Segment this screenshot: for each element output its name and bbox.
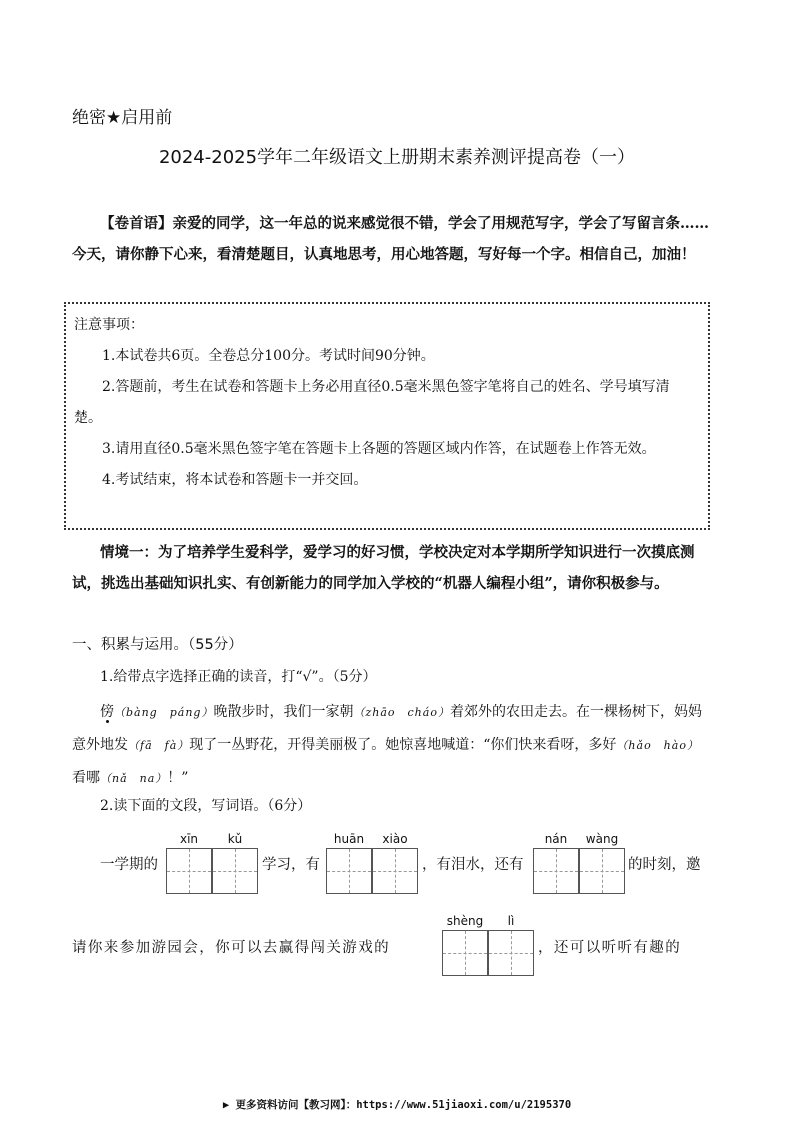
passage-text: 的时刻，邀	[628, 857, 701, 873]
notice-box	[64, 302, 710, 530]
pinyin-option[interactable]: （hǎo hào）	[616, 739, 699, 752]
pinyin-option[interactable]: （zhāo cháo）	[353, 706, 450, 719]
question-1-title: 1.给带点字选择正确的读音，打“√”。（5分）	[100, 669, 377, 685]
writing-grid[interactable]	[326, 848, 372, 894]
writing-grid[interactable]	[533, 848, 579, 894]
pinyin-label: lì	[507, 914, 515, 928]
passage-text: 着郊外的农田走去。在一棵杨树下，妈妈意外地发	[72, 704, 702, 753]
writing-grid[interactable]	[372, 848, 418, 894]
passage-text: 一学期的	[100, 857, 158, 873]
question-1-passage	[72, 696, 712, 795]
dotted-char: 傍	[100, 704, 114, 720]
notice-item: 4.考试结束，将本试卷和答题卡一并交回。	[102, 472, 368, 488]
passage-text: 学习，有	[262, 857, 320, 873]
passage-text: ！”	[167, 770, 189, 786]
notice-title: 注意事项：	[74, 317, 144, 333]
footer-link[interactable]: ▶ 更多资料访问【教习网】：https://www.51jiaoxi.com/u/2195370	[222, 1099, 572, 1111]
notice-item: 1.本试卷共6页。全卷总分100分。考试时间90分钟。	[102, 348, 435, 364]
writing-grid[interactable]	[442, 930, 488, 976]
passage-text: ，还可以听听有趣的	[538, 940, 682, 956]
writing-grid[interactable]	[212, 848, 258, 894]
pinyin-label: xiào	[382, 832, 408, 846]
pinyin-label: huān	[333, 832, 365, 846]
writing-grid[interactable]	[166, 848, 212, 894]
writing-grid[interactable]	[488, 930, 534, 976]
section-heading: 一、积累与运用。（55分）	[72, 637, 243, 653]
confidential-label: 绝密★启用前	[72, 108, 173, 128]
pinyin-label: xīn	[179, 832, 199, 846]
pinyin-option[interactable]: （nǎ na）	[100, 772, 168, 785]
page-title: 2024-2025学年二年级语文上册期末素养测评提高卷（一）	[158, 147, 636, 168]
pinyin-label: nán	[544, 832, 568, 846]
passage-text: 请你来参加游园会，你可以去赢得闯关游戏的	[72, 940, 390, 956]
writing-grid[interactable]	[579, 848, 625, 894]
scenario-text: 情境一：为了培养学生爱科学，爱学习的好习惯，学校决定对本学期所学知识进行一次摸底测试，挑选出基础知识扎实、有创新能力的同学加入学校的“机器人编程小组”，请你积极参与。	[72, 544, 695, 592]
passage-text: 晚散步时，我们一家朝	[213, 704, 354, 720]
notice-item: 3.请用直径0.5毫米黑色签字笔在答题卡上各题的答题区域内作答，在试题卷上作答无效。	[102, 441, 656, 457]
passage-text: 现了一丛野花，开得美丽极了。她惊喜地喊道：“你们快来看呀，多好	[189, 737, 617, 753]
passage-text: 看哪	[72, 770, 100, 786]
question-2-title: 2.读下面的文段，写词语。（6分）	[100, 798, 312, 814]
passage-text: ，有泪水，还有	[422, 857, 524, 873]
pinyin-option[interactable]: （bàng páng）	[114, 706, 214, 719]
preface: 【卷首语】亲爱的同学，这一年总的说来感觉很不错，学会了用规范写字，学会了写留言条……今天，请你静下心来，看清楚题目，认真地思考，用心地答题，写好每一个字。相信自己，加油！	[72, 215, 709, 263]
pinyin-label: shèng	[446, 914, 484, 928]
pinyin-option[interactable]: （fā fà）	[128, 739, 190, 752]
notice-item: 2.答题前，考生在试卷和答题卡上务必用直径0.5毫米黑色签字笔将自己的姓名、学号填写清楚。	[74, 379, 670, 426]
pinyin-label: wàng	[585, 832, 619, 846]
pinyin-label: kǔ	[227, 832, 243, 846]
